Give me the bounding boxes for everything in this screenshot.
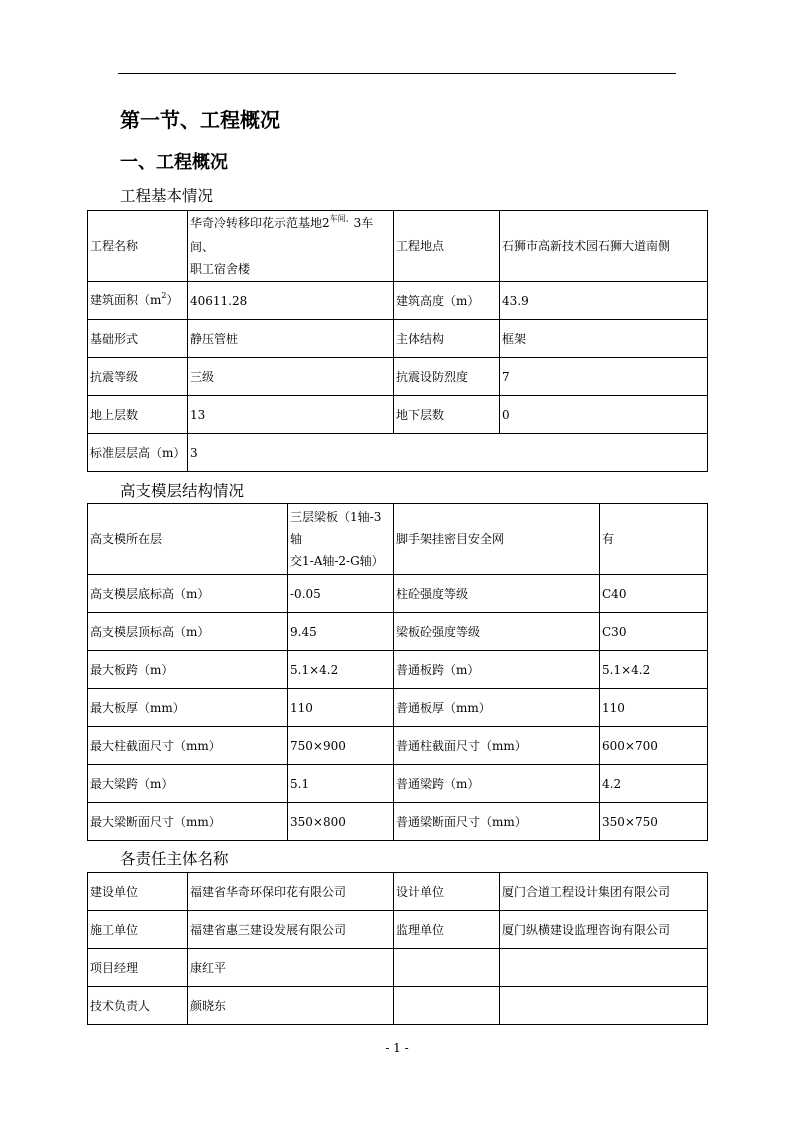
project-name-value xyxy=(188,211,394,282)
cell-label: 最大梁跨（m） xyxy=(88,765,288,803)
cell-label: 普通柱截面尺寸（mm） xyxy=(394,727,600,765)
cell-value xyxy=(500,987,708,1025)
table-row xyxy=(88,651,708,689)
table-row xyxy=(88,765,708,803)
cell-label: 监理单位 xyxy=(394,911,500,949)
subsection-title: 一、工程概况 xyxy=(120,152,228,173)
cell-label xyxy=(394,987,500,1025)
cell-value-line2: 交1-A轴-2-G轴） xyxy=(290,554,384,568)
cell-value: 框架 xyxy=(500,320,708,358)
cell-label: 普通梁断面尺寸（mm） xyxy=(394,803,600,841)
table-row xyxy=(88,575,708,613)
area-label-close: ） xyxy=(166,292,179,307)
cell-value: C40 xyxy=(600,575,708,613)
cell-value: 康红平 xyxy=(188,949,394,987)
cell-label: 普通梁跨（m） xyxy=(394,765,600,803)
table-row xyxy=(88,873,708,911)
table-row xyxy=(88,727,708,765)
cell-value: 600×700 xyxy=(600,727,708,765)
cell-label: 抗震等级 xyxy=(88,358,188,396)
table-row xyxy=(88,949,708,987)
location-value: 石狮市高新技术园石狮大道南侧 xyxy=(500,211,708,282)
table-row xyxy=(88,434,708,472)
cell-value-line1: 三层梁板（1轴-3轴 xyxy=(290,510,382,546)
area-label xyxy=(88,282,188,320)
table1-caption: 工程基本情况 xyxy=(120,187,214,205)
cell-value: 0 xyxy=(500,396,708,434)
project-name-superscript: 车间、 xyxy=(329,214,354,223)
table-row xyxy=(88,211,708,282)
cell-value: 750×900 xyxy=(288,727,394,765)
cell-value: -0.05 xyxy=(288,575,394,613)
table-row xyxy=(88,987,708,1025)
cell-value: 厦门合道工程设计集团有限公司 xyxy=(500,873,708,911)
location-label: 工程地点 xyxy=(394,211,500,282)
table-row xyxy=(88,282,708,320)
cell-value: 110 xyxy=(600,689,708,727)
table-row xyxy=(88,358,708,396)
table-row xyxy=(88,396,708,434)
page-number: - 1 - xyxy=(385,1041,409,1055)
cell-label: 最大梁断面尺寸（mm） xyxy=(88,803,288,841)
cell-value: 7 xyxy=(500,358,708,396)
table-row xyxy=(88,320,708,358)
cell-value: 5.1×4.2 xyxy=(600,651,708,689)
cell-label: 地上层数 xyxy=(88,396,188,434)
cell-label: 柱砼强度等级 xyxy=(394,575,600,613)
cell-label xyxy=(394,949,500,987)
section-title: 第一节、工程概况 xyxy=(120,108,280,132)
cell-label: 梁板砼强度等级 xyxy=(394,613,600,651)
basic-info-table xyxy=(87,210,708,472)
cell-label: 高支模层顶标高（m） xyxy=(88,613,288,651)
cell-value: 有 xyxy=(600,504,708,575)
cell-value: 5.1×4.2 xyxy=(288,651,394,689)
table2-caption: 高支模层结构情况 xyxy=(120,482,245,500)
header-rule xyxy=(118,73,676,74)
cell-value xyxy=(288,504,394,575)
cell-label: 普通板跨（m） xyxy=(394,651,600,689)
cell-value: 13 xyxy=(188,396,394,434)
cell-label: 高支模所在层 xyxy=(88,504,288,575)
project-name-line2: 职工宿舍楼 xyxy=(190,262,251,276)
cell-value: 5.1 xyxy=(288,765,394,803)
height-label: 建筑高度（m） xyxy=(394,282,500,320)
area-label-superscript: 2 xyxy=(161,290,167,300)
std-height-label: 标准层层高（m） xyxy=(88,434,188,472)
cell-label: 技术负责人 xyxy=(88,987,188,1025)
cell-value: 350×800 xyxy=(288,803,394,841)
cell-label: 脚手架挂密目安全网 xyxy=(394,504,600,575)
table-row xyxy=(88,803,708,841)
project-name-label: 工程名称 xyxy=(88,211,188,282)
cell-value: 厦门纵横建设监理咨询有限公司 xyxy=(500,911,708,949)
cell-value: 静压管桩 xyxy=(188,320,394,358)
table-row xyxy=(88,613,708,651)
cell-value: 福建省惠三建设发展有限公司 xyxy=(188,911,394,949)
cell-label: 主体结构 xyxy=(394,320,500,358)
cell-value: 9.45 xyxy=(288,613,394,651)
cell-label: 施工单位 xyxy=(88,911,188,949)
cell-label: 最大板厚（mm） xyxy=(88,689,288,727)
formwork-structure-table xyxy=(87,503,708,841)
cell-label: 普通板厚（mm） xyxy=(394,689,600,727)
cell-label: 高支模层底标高（m） xyxy=(88,575,288,613)
table-row xyxy=(88,504,708,575)
std-height-value: 3 xyxy=(188,434,708,472)
height-value: 43.9 xyxy=(500,282,708,320)
cell-label: 地下层数 xyxy=(394,396,500,434)
cell-value: 福建省华奇环保印花有限公司 xyxy=(188,873,394,911)
cell-value: C30 xyxy=(600,613,708,651)
table-row xyxy=(88,689,708,727)
cell-value: 颜晓东 xyxy=(188,987,394,1025)
cell-label: 最大板跨（m） xyxy=(88,651,288,689)
cell-label: 抗震设防烈度 xyxy=(394,358,500,396)
cell-label: 建设单位 xyxy=(88,873,188,911)
cell-value xyxy=(500,949,708,987)
cell-label: 设计单位 xyxy=(394,873,500,911)
cell-label: 基础形式 xyxy=(88,320,188,358)
project-name-part1: 华奇冷转移印花示范基地2 xyxy=(190,216,330,230)
project-name-part2: 3车间、 xyxy=(190,216,374,254)
table-row xyxy=(88,911,708,949)
responsible-parties-table xyxy=(87,872,708,1025)
table3-caption: 各责任主体名称 xyxy=(120,850,229,868)
cell-value: 110 xyxy=(288,689,394,727)
area-value: 40611.28 xyxy=(188,282,394,320)
cell-value: 4.2 xyxy=(600,765,708,803)
cell-value: 三级 xyxy=(188,358,394,396)
cell-value: 350×750 xyxy=(600,803,708,841)
area-label-text: 建筑面积（m xyxy=(90,292,162,307)
cell-label: 项目经理 xyxy=(88,949,188,987)
cell-label: 最大柱截面尺寸（mm） xyxy=(88,727,288,765)
